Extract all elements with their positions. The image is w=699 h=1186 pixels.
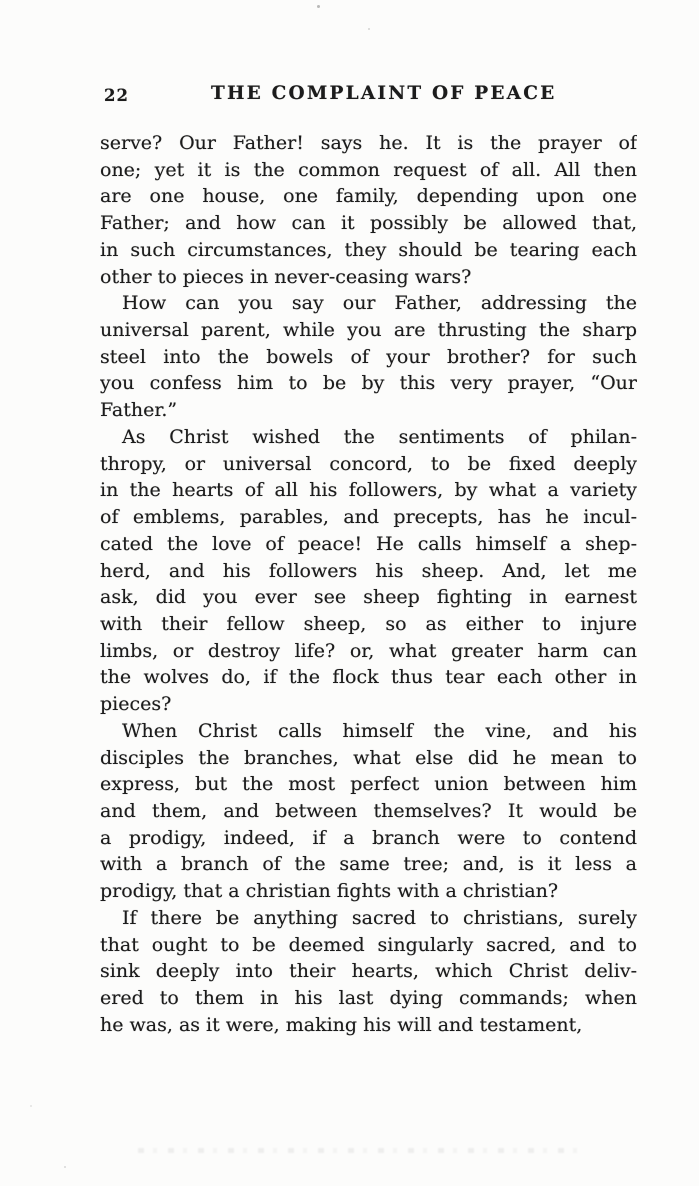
text-line: When Christ calls himself the vine, and his <box>122 719 637 742</box>
text-line: steel into the bowels of your brother? for such <box>100 345 637 368</box>
text-line: serve? Our Father! says he. It is the prayer of <box>100 132 637 154</box>
text-line: other to pieces in never-ceasing wars? <box>100 265 472 288</box>
text-line: How can you say our Father, addressing the <box>122 292 637 315</box>
paragraph <box>100 424 637 718</box>
text-line: in the hearts of all his followers, by what a variety <box>100 479 637 502</box>
text-line: Father.” <box>100 399 178 422</box>
text-line: with a branch of the same tree; and, is it less a <box>100 853 637 876</box>
running-header-title: THE COMPLAINT OF PEACE <box>211 83 557 104</box>
text-line: you confess him to be by this very prayer, “Our <box>100 372 637 395</box>
text-line: ask, did you ever see sheep fighting in earnest <box>100 586 637 609</box>
text-line: express, but the most perfect union between him <box>100 773 637 796</box>
text-line: Father; and how can it possibly be allowed that, <box>100 212 637 235</box>
text-line: with their fellow sheep, so as either to injure <box>100 612 637 635</box>
text-line: disciples the branches, what else did he mean to <box>100 746 637 769</box>
bleed-through-ghost-text <box>138 1148 578 1153</box>
text-line: a prodigy, indeed, if a branch were to contend <box>100 826 637 849</box>
text-line: universal parent, while you are thrusting the sharp <box>100 319 637 342</box>
text-line: If there be anything sacred to christians, surely <box>122 906 637 929</box>
text-line: in such circumstances, they should be tearing each <box>100 238 637 261</box>
text-line: As Christ wished the sentiments of philan- <box>122 425 637 448</box>
paragraph <box>100 905 637 1039</box>
text-line: and them, and between themselves? It would be <box>100 799 637 822</box>
text-line: he was, as it were, making his will and testament, <box>100 1013 583 1036</box>
text-line: cated the love of peace! He calls himself a shep- <box>100 532 637 555</box>
text-line: limbs, or destroy life? or, what greater harm can <box>100 639 637 662</box>
text-line: herd, and his followers his sheep. And, let me <box>100 559 637 582</box>
text-line: the wolves do, if the flock thus tear each other in <box>100 666 637 689</box>
running-header <box>0 82 699 108</box>
text-line: thropy, or universal concord, to be fixed deeply <box>100 452 637 475</box>
text-line: of emblems, parables, and precepts, has he incul- <box>100 506 637 529</box>
paragraph <box>100 130 637 290</box>
text-line: sink deeply into their hearts, which Christ deliv- <box>100 960 637 983</box>
scan-speck <box>368 28 370 30</box>
scan-speck <box>317 5 320 8</box>
text-line: that ought to be deemed singularly sacred, and to <box>100 933 637 956</box>
text-line: ered to them in his last dying commands; when <box>100 987 637 1009</box>
page-body <box>100 130 637 1038</box>
text-line: are one house, one family, depending upon one <box>100 185 637 208</box>
page-number: 22 <box>104 86 129 105</box>
paragraph <box>100 718 637 905</box>
scan-speck <box>64 1166 66 1168</box>
scan-speck <box>30 1105 32 1107</box>
paragraph <box>100 290 637 424</box>
text-line: pieces? <box>100 693 172 716</box>
text-line: one; yet it is the common request of all. All then <box>100 158 637 181</box>
text-line: prodigy, that a christian fights with a christian? <box>100 880 559 903</box>
